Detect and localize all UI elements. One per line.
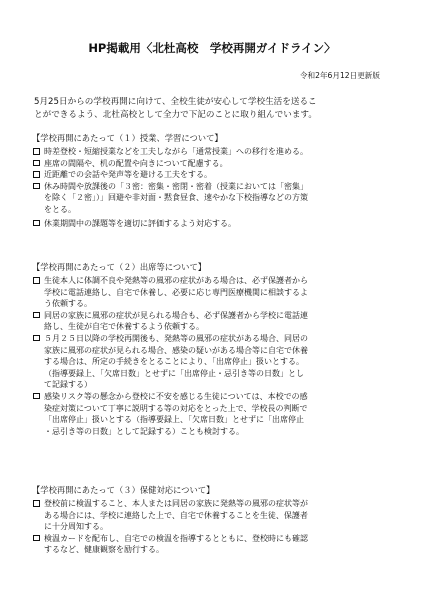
checkbox-icon xyxy=(33,500,40,507)
checklist xyxy=(32,275,394,437)
checkbox-icon xyxy=(33,277,40,284)
list-item: 休業期間中の課題等を適切に評価するよう対応する。 xyxy=(32,218,394,230)
checklist xyxy=(32,498,394,556)
checkbox-icon xyxy=(33,148,40,155)
checkbox-icon xyxy=(33,220,40,227)
checkbox-icon xyxy=(33,171,40,178)
checkbox-icon xyxy=(33,160,40,167)
list-item: 登校前に検温すること、本人または同居の家族に発熱等の風邪の症状等が ある場合には、学校に連絡した上で、自宅で休養することを生徒、保護者 に十分周知する。 xyxy=(32,498,394,533)
section-health xyxy=(32,485,394,556)
section-attendance xyxy=(32,262,394,437)
intro-paragraph xyxy=(34,96,394,122)
list-item: 検温カードを配布し、自宅での検温を指導するとともに、登校時にも確認 するなど、健康観察を励行する。 xyxy=(32,533,394,556)
intro-line: 5月25日からの学校再開に向けて、全校生徒が安心して学校生活を送るこ xyxy=(34,97,317,107)
list-item: 生徒本人に体調不良や発熱等の風邪の症状がある場合は、必ず保護者から 学校に電話連絡し、自宅で休養し、必要に応じ専門医療機関に相談するよ う依頼する。 xyxy=(32,275,394,310)
section-classes xyxy=(32,133,394,229)
checkbox-icon xyxy=(33,312,40,319)
section-heading: 【学校再開にあたって（３）保健対応について】 xyxy=(32,485,215,495)
section-heading: 【学校再開にあたって（１）授業、学習について】 xyxy=(32,133,223,143)
list-item: 同居の家族に風邪の症状が見られる場合も、必ず保護者から学校に電話連 絡し、生徒が自宅で休養するよう依頼する。 xyxy=(32,310,394,333)
list-item: 休み時間や放課後の「３密：密集・密閉・密着（授業においては「密集」 を除く「２密」）」回避や非対面・黙食昼食、速やかな下校指導などの方策 をとる。 xyxy=(32,181,394,216)
checkbox-icon xyxy=(33,335,40,342)
checkbox-icon xyxy=(33,535,40,542)
list-item: 座席の間隔や、机の配置や向きについて配慮する。 xyxy=(32,158,394,170)
checklist xyxy=(32,146,394,229)
document-title: HP掲載用〈北杜高校 学校再開ガイドライン〉 xyxy=(88,41,336,55)
list-item: 感染リスク等の懸念から登校に不安を感じる生徒については、本校での感 染症対策について丁寧に説明する等の対応をとった上で、学校長の判断で 「出席停止」扱いとする（指導要録上、「欠席日数」とせずに「出席停止 ・忌引き等の日数」として記録する）ことも検討する。 xyxy=(32,391,394,437)
checkbox-icon xyxy=(33,393,40,400)
list-item: 時差登校・短縮授業などを工夫しながら「通常授業」への移行を進める。 xyxy=(32,146,394,158)
section-heading: 【学校再開にあたって（２）出席等について】 xyxy=(32,262,207,272)
update-date: 令和2年6月12日更新版 xyxy=(299,71,380,80)
list-item: ５月２５日以降の学校再開後も、発熱等の風邪の症状がある場合、同居の 家族に風邪の症状が見られる場合、感染の疑いがある場合等に自宅で休養 する場合は、所定の手続きをとることにより、「出席停止」扱いとする。 （指導要録上、「欠席日数」とせずに「出席停止・忌引き等の日数」とし て記録する） xyxy=(32,333,394,391)
intro-line: とができるよう、北杜高校として全力で下記のことに取り組んでいます。 xyxy=(34,110,317,120)
checkbox-icon xyxy=(33,183,40,190)
list-item: 近距離での会話や発声等を避ける工夫をする。 xyxy=(32,169,394,181)
